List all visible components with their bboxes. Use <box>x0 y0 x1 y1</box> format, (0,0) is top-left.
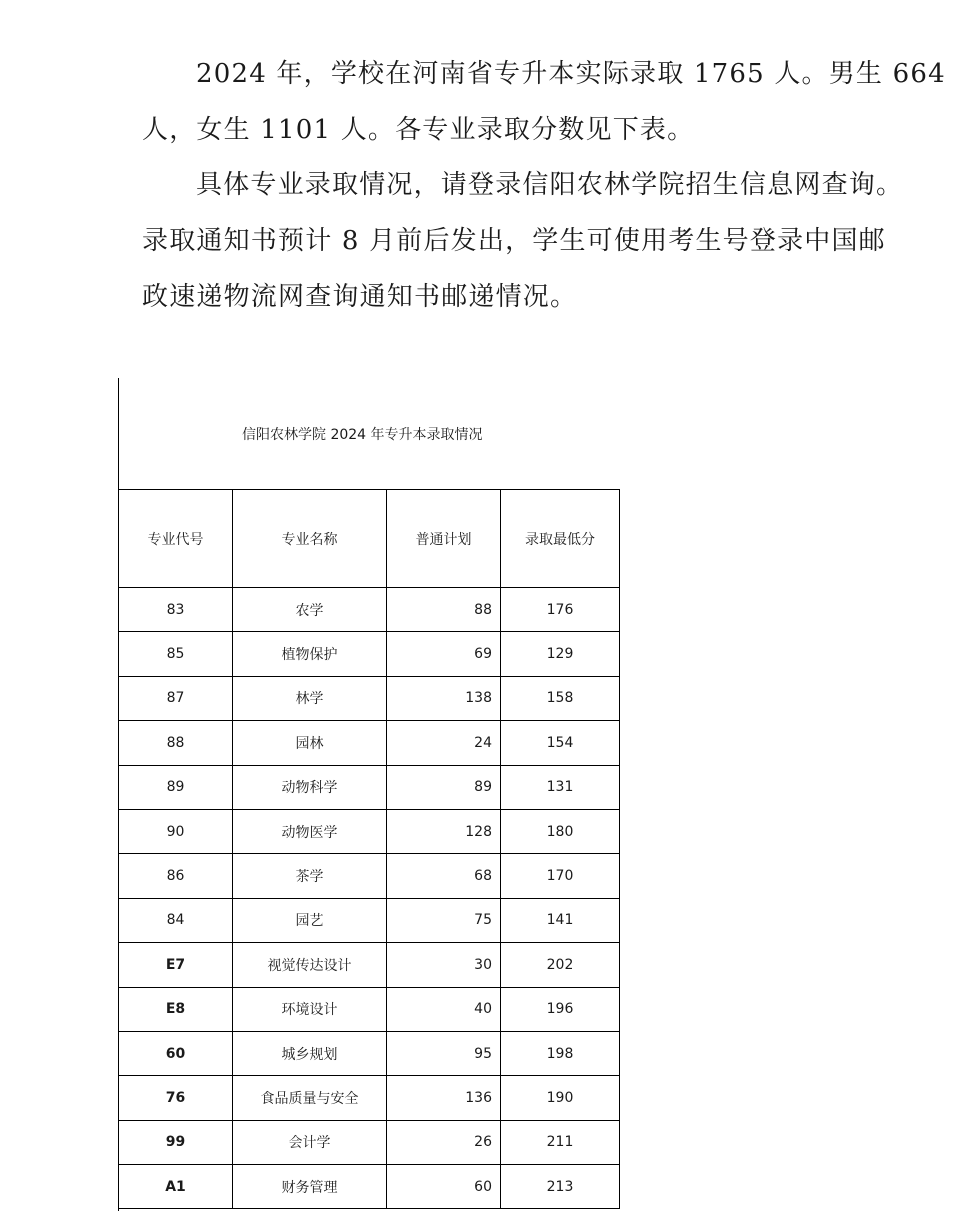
cell-min-score: 131 <box>501 765 620 809</box>
cell-code: 87 <box>119 676 233 720</box>
table-row <box>119 765 620 809</box>
admission-table <box>118 489 620 1209</box>
cell-code: 84 <box>119 898 233 942</box>
cell-plan: 40 <box>387 987 501 1031</box>
cell-min-score: 190 <box>501 1076 620 1120</box>
table-row <box>119 854 620 898</box>
cell-code: 85 <box>119 632 233 676</box>
cell-min-score: 213 <box>501 1165 620 1209</box>
cell-plan: 89 <box>387 765 501 809</box>
cell-name: 园林 <box>233 721 387 765</box>
cell-plan: 138 <box>387 676 501 720</box>
cell-min-score: 141 <box>501 898 620 942</box>
admission-table-section <box>118 378 621 1211</box>
cell-plan: 24 <box>387 721 501 765</box>
cell-min-score: 129 <box>501 632 620 676</box>
cell-name: 动物医学 <box>233 809 387 853</box>
cell-code: 88 <box>119 721 233 765</box>
table-caption: 信阳农林学院 2024 年专升本录取情况 <box>242 427 483 443</box>
cell-plan: 68 <box>387 854 501 898</box>
cell-code: 60 <box>119 1031 233 1075</box>
cell-code: 89 <box>119 765 233 809</box>
cell-name: 城乡规划 <box>233 1031 387 1075</box>
table-row <box>119 1031 620 1075</box>
cell-min-score: 170 <box>501 854 620 898</box>
cell-code: 99 <box>119 1120 233 1164</box>
cell-min-score: 154 <box>501 721 620 765</box>
cell-name: 会计学 <box>233 1120 387 1164</box>
cell-name: 林学 <box>233 676 387 720</box>
table-row <box>119 987 620 1031</box>
table-row <box>119 721 620 765</box>
table-row <box>119 632 620 676</box>
cell-name: 农学 <box>233 588 387 632</box>
cell-code: 76 <box>119 1076 233 1120</box>
cell-plan: 95 <box>387 1031 501 1075</box>
cell-min-score: 176 <box>501 588 620 632</box>
header-code: 专业代号 <box>119 490 233 588</box>
cell-plan: 30 <box>387 943 501 987</box>
cell-name: 环境设计 <box>233 987 387 1031</box>
intro-paragraph-1 <box>142 46 946 158</box>
intro-p2-line-3: 政速递物流网查询通知书邮递情况。 <box>142 282 578 312</box>
cell-code: 86 <box>119 854 233 898</box>
intro-p1-line-1: 2024 年，学校在河南省专升本实际录取 1765 人。男生 664 <box>196 59 946 89</box>
header-name: 专业名称 <box>233 490 387 588</box>
table-row <box>119 809 620 853</box>
cell-plan: 75 <box>387 898 501 942</box>
cell-name: 植物保护 <box>233 632 387 676</box>
cell-min-score: 211 <box>501 1120 620 1164</box>
intro-p2-line-2: 录取通知书预计 8 月前后发出，学生可使用考生号登录中国邮 <box>142 226 886 256</box>
intro-p1-line-2: 人，女生 1101 人。各专业录取分数见下表。 <box>142 115 695 145</box>
table-row <box>119 588 620 632</box>
cell-plan: 69 <box>387 632 501 676</box>
cell-min-score: 202 <box>501 943 620 987</box>
table-row <box>119 1076 620 1120</box>
cell-min-score: 196 <box>501 987 620 1031</box>
table-header-row <box>119 490 620 588</box>
intro-paragraph-2 <box>142 157 904 325</box>
cell-code: 90 <box>119 809 233 853</box>
cell-name: 动物科学 <box>233 765 387 809</box>
table-row <box>119 1120 620 1164</box>
header-min-score: 录取最低分 <box>501 490 620 588</box>
cell-name: 园艺 <box>233 898 387 942</box>
table-body <box>119 588 620 1209</box>
cell-min-score: 198 <box>501 1031 620 1075</box>
table-row <box>119 676 620 720</box>
cell-code: 83 <box>119 588 233 632</box>
cell-name: 财务管理 <box>233 1165 387 1209</box>
cell-name: 茶学 <box>233 854 387 898</box>
table-row <box>119 1165 620 1209</box>
cell-name: 食品质量与安全 <box>233 1076 387 1120</box>
header-plan: 普通计划 <box>387 490 501 588</box>
intro-p2-line-1: 具体专业录取情况，请登录信阳农林学院招生信息网查询。 <box>196 170 904 200</box>
cell-name: 视觉传达设计 <box>233 943 387 987</box>
cell-plan: 128 <box>387 809 501 853</box>
cell-code: E8 <box>119 987 233 1031</box>
table-row <box>119 898 620 942</box>
cell-min-score: 158 <box>501 676 620 720</box>
table-row <box>119 943 620 987</box>
cell-min-score: 180 <box>501 809 620 853</box>
cell-plan: 26 <box>387 1120 501 1164</box>
cell-plan: 60 <box>387 1165 501 1209</box>
cell-code: A1 <box>119 1165 233 1209</box>
cell-code: E7 <box>119 943 233 987</box>
cell-plan: 88 <box>387 588 501 632</box>
cell-plan: 136 <box>387 1076 501 1120</box>
